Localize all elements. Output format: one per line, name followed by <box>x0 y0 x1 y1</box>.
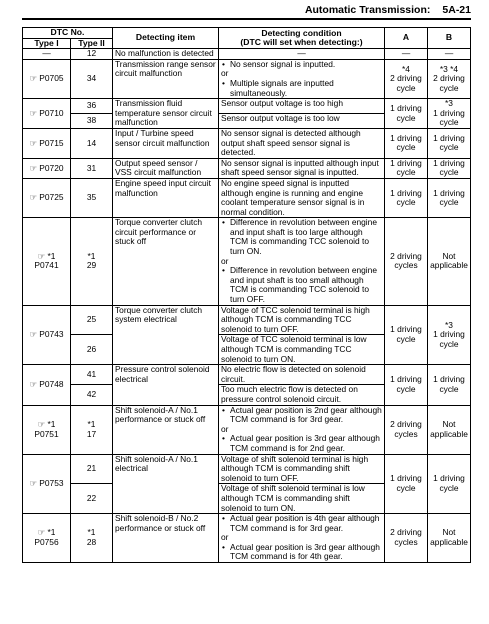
table-row: ☞ *1 P0756 *1 28 Shift solenoid-B / No.2 performance or stuck off • Actual gear position is 4th gear although TCM command is for 3rd gear. or • Actual gear position is 3rd gear although TCM command is for 4th gear. 2 driving cycles Not applicable <box>23 514 471 563</box>
col-dtc-no: DTC No. <box>23 28 113 39</box>
table-row: ☞ P0753 21 Shift solenoid-A / No.1 electrical Voltage of shift solenoid terminal is high although TCM is commanding shift solenoid to turn OFF. 1 driving cycle 1 driving cycle <box>23 454 471 484</box>
table-row: 42 Too much electric flow is detected on pressure control solenoid circuit. <box>23 385 471 405</box>
table-row: ☞ P0743 25 Torque converter clutch system electrical Voltage of TCC solenoid terminal is high although TCM is commanding TCC solenoid to turn OFF. 1 driving cycle *3 1 driving cycle <box>23 305 471 335</box>
table-row: ☞ P0705 34 Transmission range sensor circuit malfunction • No sensor signal is inputted. or • Multiple signals are inputted simultaneously. *4 2 driving cycle *3 *4 2 driving cycle <box>23 59 471 98</box>
header-rule <box>22 18 471 20</box>
table-row: 38 Sensor output voltage is too low <box>23 114 471 129</box>
page-header <box>305 4 471 16</box>
table-row: ☞ P0725 35 Engine speed input circuit malfunction No engine speed signal is inputted although engine is running and engine coolant temperature sensor signal is in normal condition. 1 driving cycle 1 driving cycle <box>23 178 471 217</box>
page-number: 5A-21 <box>442 4 471 16</box>
col-a: A <box>385 28 428 49</box>
table-row: ☞ P0715 14 Input / Turbine speed sensor circuit malfunction No sensor signal is detected although output shaft speed sensor signal is detected. 1 driving cycle 1 driving cycle <box>23 128 471 158</box>
dtc-table <box>22 27 471 563</box>
col-detecting-condition: Detecting condition (DTC will set when detecting:) <box>219 28 385 49</box>
table-row: ☞ P0710 36 Transmission fluid temperature sensor circuit malfunction Sensor output voltage is too high 1 driving cycle *3 1 driving cycle <box>23 99 471 114</box>
table-row: ☞ P0720 31 Output speed sensor / VSS circuit malfunction No sensor signal is inputted although input shaft speed sensor signal is inputted. 1 driving cycle 1 driving cycle <box>23 158 471 178</box>
table-row: 22 Voltage of shift solenoid terminal is low although TCM is commanding shift solenoid to turn ON. <box>23 484 471 514</box>
table-row: ☞ P0748 41 Pressure control solenoid electrical No electric flow is detected on solenoid circuit. 1 driving cycle 1 driving cycle <box>23 365 471 385</box>
table-row: 26 Voltage of TCC solenoid terminal is low although TCM is commanding TCC solenoid to turn ON. <box>23 335 471 365</box>
col-type2: Type II <box>71 38 113 49</box>
table-row: ☞ *1 P0751 *1 17 Shift solenoid-A / No.1 performance or stuck off • Actual gear position is 2nd gear although TCM command is for 3rd gear. or • Actual gear position is 3rd gear although TCM command is for 2nd gear. 2 driving cycles Not applicable <box>23 405 471 454</box>
col-detecting-item: Detecting item <box>113 28 219 49</box>
table-row: ☞ *1 P0741 *1 29 Torque converter clutch circuit performance or stuck off • Difference in revolution between engine and input shaft is too large although TCM is commanding TCC solenoid to turn ON. or • Difference in revolution between engine and input shaft is too small although TCM is commanding TCC solenoid to turn OFF. 2 driving cycles Not applicable <box>23 218 471 305</box>
col-b: B <box>428 28 471 49</box>
table-row: — 12 No malfunction is detected — — — <box>23 49 471 60</box>
section-title: Automatic Transmission: <box>304 4 431 16</box>
col-type1: Type I <box>23 38 71 49</box>
